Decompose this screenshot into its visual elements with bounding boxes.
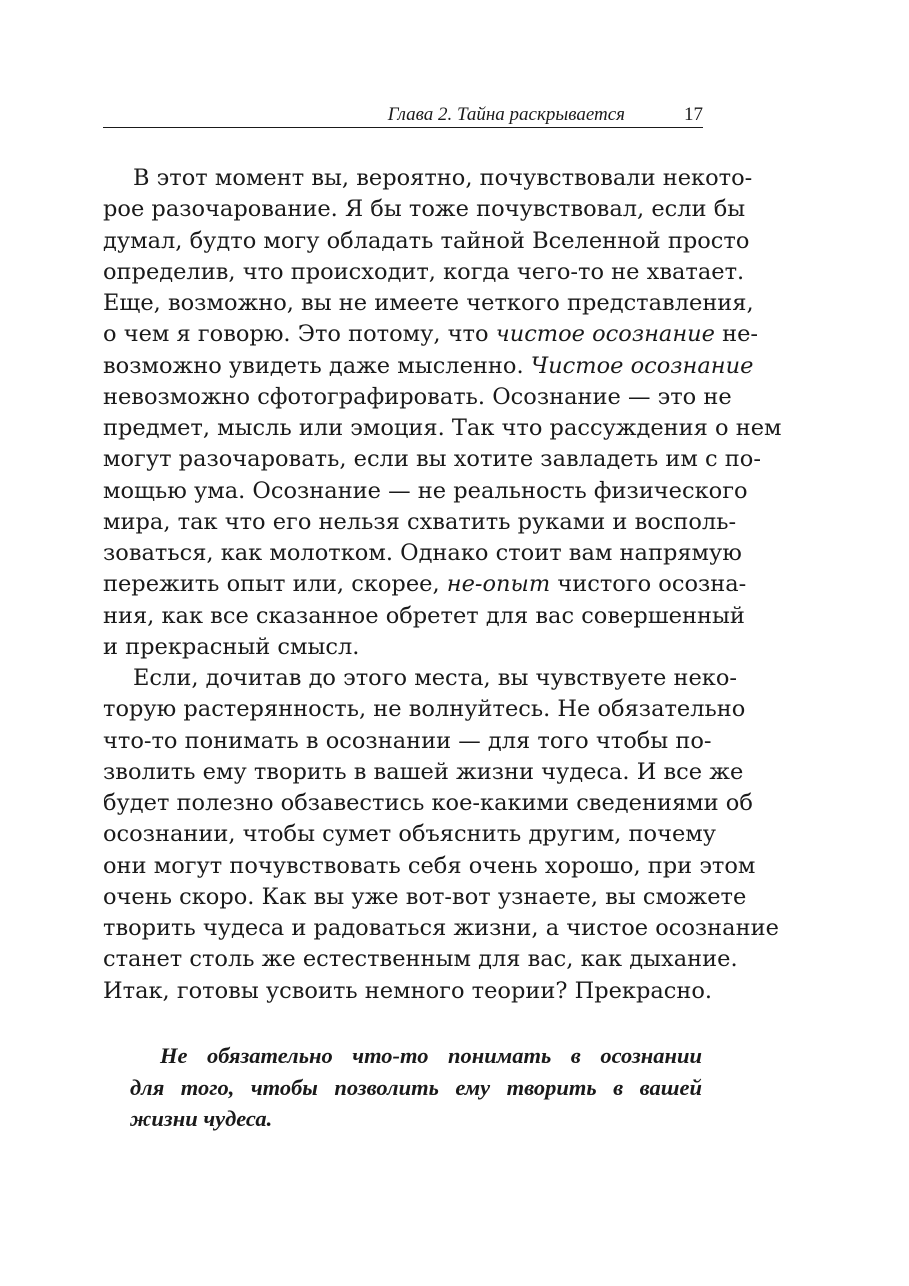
text-line: мира, так что его нельзя схватить руками и восполь- xyxy=(103,508,737,535)
text-line: Итак, готовы усвоить немного теории? Прекрасно. xyxy=(103,977,713,1004)
paragraph-1 xyxy=(103,163,782,663)
text-line: предмет, мысль или эмоция. Так что рассуждения о нем xyxy=(103,415,782,441)
text-line: станет столь же естественным для вас, как дыхание. xyxy=(103,946,738,973)
text-line: пережить опыт или, скорее, не-опыт чистого осозна- xyxy=(103,571,747,598)
text-line: творить чудеса и радоваться жизни, а чистое осознание xyxy=(103,915,779,941)
page-number: 17 xyxy=(684,104,703,125)
quote-line: для того, чтобы позволить ему творить в вашей xyxy=(130,1074,702,1100)
text-line: торую растерянность, не волнуйтесь. Не обязательно xyxy=(103,696,746,723)
text-line: рое разочарование. Я бы тоже почувствовал, если бы xyxy=(103,196,746,223)
text-line: зоваться, как молотком. Однако стоит вам напрямую xyxy=(103,540,742,566)
text-line: о чем я говорю. Это потому, что чистое осознание не- xyxy=(103,321,759,348)
pull-quote xyxy=(130,1040,702,1135)
running-head xyxy=(103,104,703,128)
body-text xyxy=(103,163,782,1007)
text-line: думал, будто могу обладать тайной Вселенной просто xyxy=(103,227,750,254)
text-line: очень скоро. Как вы уже вот-вот узнаете, вы сможете xyxy=(103,883,747,910)
text-line: ния, как все сказанное обретет для вас совершенный xyxy=(103,602,745,629)
text-line: определив, что происходит, когда чего-то не хватает. xyxy=(103,258,745,285)
text-line: мощью ума. Осознание — не реальность физического xyxy=(103,477,748,504)
text-line: Если, дочитав до этого места, вы чувствуете неко- xyxy=(133,665,738,691)
text-line: могут разочаровать, если вы хотите завладеть им с по- xyxy=(103,446,761,473)
text-line: возможно увидеть даже мысленно. Чистое осознание xyxy=(103,352,754,379)
paragraph-2 xyxy=(103,663,779,1007)
text-line: В этот момент вы, вероятно, почувствовали некото- xyxy=(133,165,753,191)
text-line: и прекрасный смысл. xyxy=(103,633,360,660)
text-line: невозможно сфотографировать. Осознание — это не xyxy=(103,383,732,410)
text-line: зволить ему творить в вашей жизни чудеса. И все же xyxy=(103,758,744,785)
quote-line: жизни чудеса. xyxy=(130,1106,273,1131)
chapter-title: Глава 2. Тайна раскрывается xyxy=(387,104,625,125)
header-rule xyxy=(103,127,703,128)
text-line: Еще, возможно, вы не имеете четкого представления, xyxy=(103,290,754,316)
text-line: они могут почувствовать себя очень хорошо, при этом xyxy=(103,852,756,879)
text-line: будет полезно обзавестись кое-какими сведениями об xyxy=(103,790,753,816)
text-line: осознании, чтобы сумет объяснить другим, почему xyxy=(103,821,717,848)
text-line: что-то понимать в осознании — для того чтобы по- xyxy=(103,727,712,754)
quote-line: Не обязательно что-то понимать в осознании xyxy=(160,1043,702,1068)
